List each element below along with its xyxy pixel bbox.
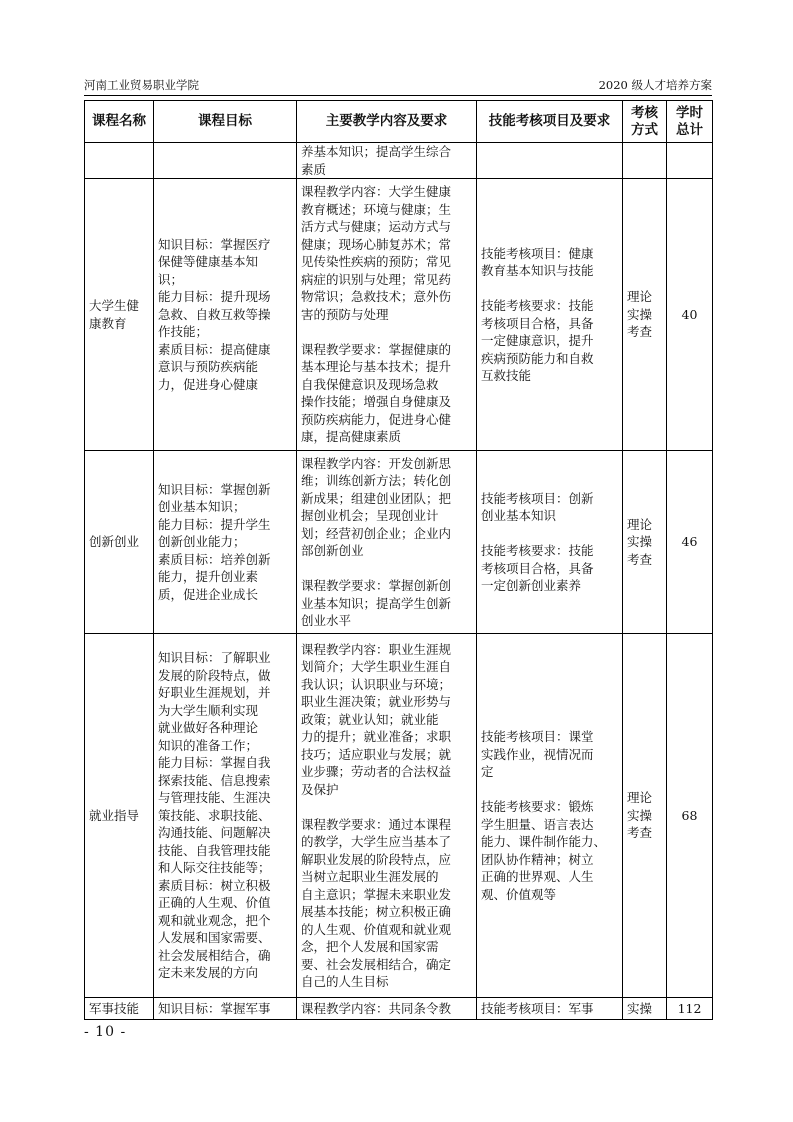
page-number: - 10 -	[84, 1024, 127, 1040]
course-goal: 知识目标：掌握医疗 保健等健康基本知 识； 能力目标：提升现场 急救、自救互救等操 作技能； 素质目标：提高健康 意识与预防疾病能 力，促进身心健康	[154, 179, 297, 451]
course-name	[85, 143, 154, 179]
skill-assessment: 技能考核项目：军事	[477, 998, 623, 1020]
course-name: 创新创业	[85, 451, 154, 634]
assessment-method: 理论 实操 考查	[623, 179, 667, 451]
course-name: 就业指导	[85, 634, 154, 998]
assessment-method: 实操	[623, 998, 667, 1020]
teaching-content: 课程教学内容：职业生涯规 划简介；大学生职业生涯自 我认识；认识职业与环境； 职业生涯决策；就业形势与 政策；就业认知；就业能 力的提升；就业准备；求职 技巧；适应职业与发展；就 业步骤；劳动者的合法权益 及保护 课程教学要求：通过本课程 的教学，大学生应当基本了 解职业发展的阶段特点，应 当树立起职业生涯发展的 自主意识；掌握未来职业发 展基本技能；树立积极正确 的人生观、价值观和就业观 念，把个人发展和国家需 要、社会发展相结合，确定 自己的人生目标	[297, 634, 477, 998]
course-name: 大学生健 康教育	[85, 179, 154, 451]
assessment-method	[623, 143, 667, 179]
course-table	[84, 100, 713, 1020]
plan-title: 2020 级人才培养方案	[598, 78, 712, 92]
course-name: 军事技能	[85, 998, 154, 1020]
skill-assessment	[477, 143, 623, 179]
total-hours: 68	[667, 634, 713, 998]
total-hours: 46	[667, 451, 713, 634]
teaching-content: 课程教学内容：共同条令教	[297, 998, 477, 1020]
assessment-method: 理论 实操 考查	[623, 634, 667, 998]
table-row	[85, 634, 713, 998]
table-row	[85, 179, 713, 451]
header-course-name: 课程名称	[85, 101, 154, 143]
total-hours: 112	[667, 998, 713, 1020]
skill-assessment: 技能考核项目：健康 教育基本知识与技能 技能考核要求：技能 考核项目合格，具备 一定健康意识，提升 疾病预防能力和自救 互救技能	[477, 179, 623, 451]
header-assessment-method: 考核 方式	[623, 101, 667, 143]
header-total-hours: 学时 总计	[667, 101, 713, 143]
course-goal: 知识目标：了解职业 发展的阶段特点，做 好职业生涯规划，并 为大学生顺利实现 就业做好各种理论 知识的准备工作； 能力目标：掌握自我 探索技能、信息搜索 与管理技能、生涯决 策技能、求职技能、 沟通技能、问题解决 技能、自我管理技能 和人际交往技能等； 素质目标：树立积极 正确的人生观、价值 观和就业观念，把个 人发展和国家需要、 社会发展相结合，确 定未来发展的方向	[154, 634, 297, 998]
header-skill-assessment: 技能考核项目及要求	[477, 101, 623, 143]
teaching-content: 养基本知识；提高学生综合 素质	[297, 143, 477, 179]
total-hours	[667, 143, 713, 179]
header-course-goal: 课程目标	[154, 101, 297, 143]
page-header	[84, 76, 712, 94]
table-row	[85, 998, 713, 1020]
table-header-row	[85, 101, 713, 143]
skill-assessment: 技能考核项目：创新 创业基本知识 技能考核要求：技能 考核项目合格，具备 一定创新创业素养	[477, 451, 623, 634]
course-goal: 知识目标：掌握创新 创业基本知识； 能力目标：提升学生 创新创业能力； 素质目标：培养创新 能力，提升创业素 质，促进企业成长	[154, 451, 297, 634]
assessment-method: 理论 实操 考查	[623, 451, 667, 634]
teaching-content: 课程教学内容：大学生健康 教育概述；环境与健康；生 活方式与健康；运动方式与 健康；现场心肺复苏术；常 见传染性疾病的预防；常见 病症的识别与处理；常见药 物常识；急救技术；意外伤 害的预防与处理 课程教学要求：掌握健康的 基本理论与基本技术；提升 自我保健意识及现场急救 操作技能；增强自身健康及 预防疾病能力，促进身心健 康，提高健康素质	[297, 179, 477, 451]
school-name: 河南工业贸易职业学院	[84, 78, 199, 92]
teaching-content: 课程教学内容：开发创新思 维；训练创新方法；转化创 新成果；组建创业团队；把 握创业机会；呈现创业计 划；经营初创企业；企业内 部创新创业 课程教学要求：掌握创新创 业基本知识；提高学生创新 创业水平	[297, 451, 477, 634]
total-hours: 40	[667, 179, 713, 451]
course-goal	[154, 143, 297, 179]
table-row	[85, 451, 713, 634]
header-rule	[84, 95, 712, 96]
course-goal: 知识目标：掌握军事	[154, 998, 297, 1020]
skill-assessment: 技能考核项目：课堂 实践作业，视情况而 定 技能考核要求：锻炼 学生胆量、语言表达 能力、课件制作能力、 团队协作精神；树立 正确的世界观、人生 观、价值观等	[477, 634, 623, 998]
header-teaching-content: 主要教学内容及要求	[297, 101, 477, 143]
table-row	[85, 143, 713, 179]
